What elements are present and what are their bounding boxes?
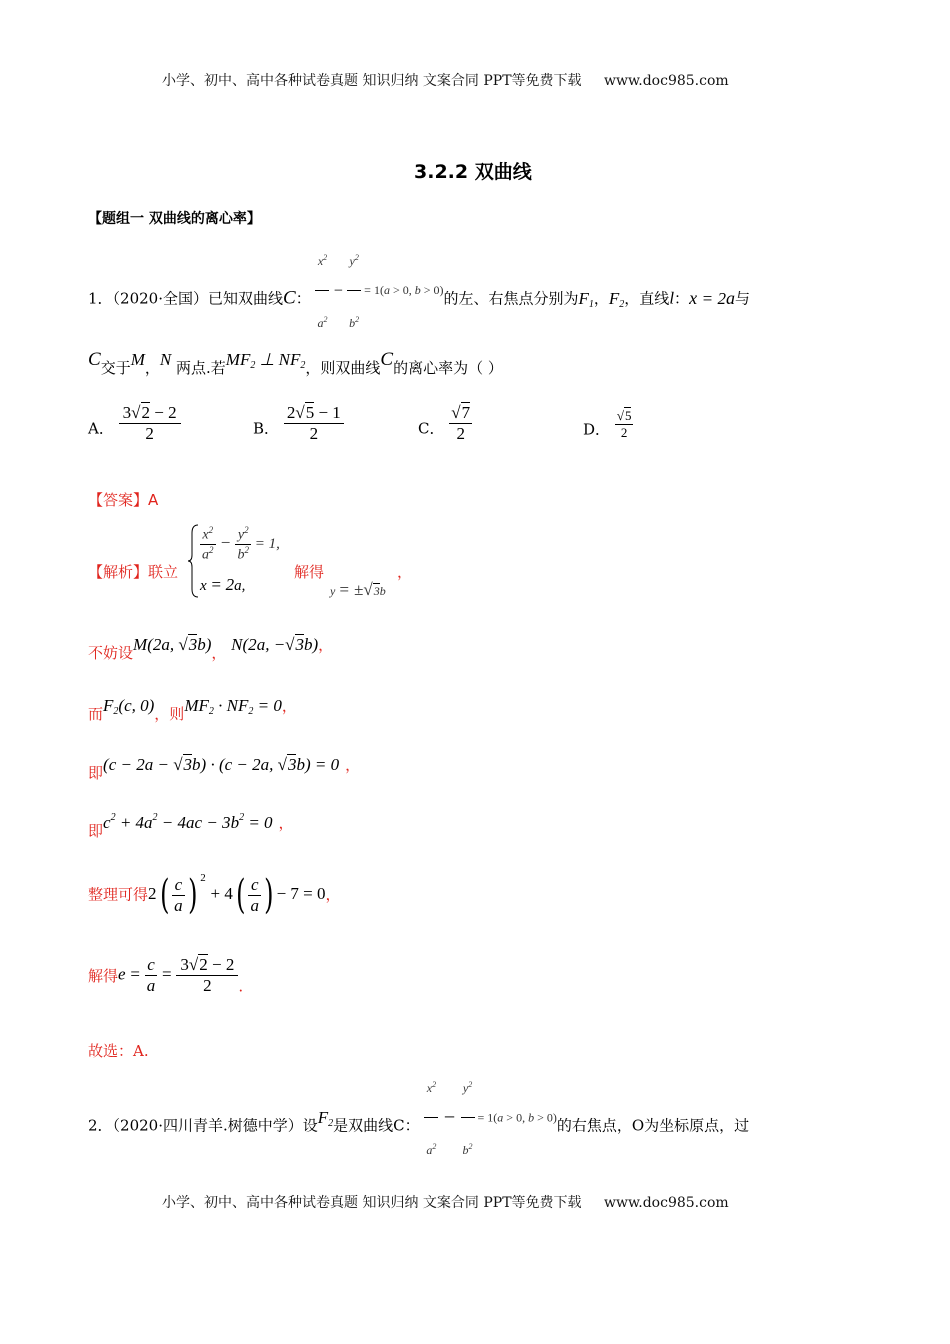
punct: ， bbox=[318, 636, 334, 654]
punct: ： bbox=[295, 289, 311, 308]
solution-line-2 bbox=[88, 634, 333, 663]
group-title: 【题组一 双曲线的离心率】 bbox=[88, 211, 261, 227]
punct: ， bbox=[325, 885, 341, 904]
point-F2: F2(c, 0) bbox=[103, 696, 155, 717]
dot-product-eq: MF2 · NF2 = 0 bbox=[184, 696, 282, 717]
text: 两点.若 bbox=[176, 359, 226, 377]
text: 即 bbox=[88, 822, 104, 840]
option-c-value: $\frac{√7}{2}$ bbox=[451, 403, 471, 443]
point-M: M(2a, √3b) bbox=[133, 635, 212, 654]
math-M: M bbox=[130, 350, 145, 369]
footer-site: www.doc985.com bbox=[603, 1195, 729, 1211]
header-site: www.doc985.com bbox=[603, 73, 729, 89]
option-b bbox=[253, 403, 344, 444]
option-d-value: $\frac{√5}{2}$ bbox=[616, 408, 632, 440]
solution-y-value: y = ±√3b bbox=[330, 580, 386, 599]
question-2-source: （2020·四川青羊.树德中学）设 bbox=[112, 1116, 318, 1135]
math-F2: F2 bbox=[317, 1107, 334, 1129]
solution-line-7 bbox=[88, 955, 243, 996]
text: 而 bbox=[88, 705, 104, 723]
text: ，则 bbox=[154, 705, 185, 723]
hyperbola-equation: $\frac{x^2}{a^2}$ − $\frac{y^2}{b^2}$ = 1(a > 0, b > 0) bbox=[315, 229, 443, 352]
footer-text: 小学、初中、高中各种试卷真题 知识归纳 文案合同 PPT等免费下载 bbox=[162, 1195, 582, 1211]
option-d bbox=[583, 408, 633, 441]
math-F2: F2 bbox=[608, 288, 625, 310]
math-C: C bbox=[88, 349, 101, 370]
question-1-number: 1． bbox=[88, 289, 113, 308]
answer-label: 【答案】A bbox=[88, 491, 159, 509]
hyperbola-equation-2: $\frac{x^2}{a^2}$ − $\frac{y^2}{b^2}$ = 1(a > 0, b > 0) bbox=[424, 1056, 556, 1179]
question-1-source: （2020·全国）已知双曲线 bbox=[112, 289, 283, 308]
text: 与 bbox=[735, 289, 751, 308]
option-label: B． bbox=[253, 419, 280, 438]
punct: ， bbox=[278, 814, 294, 832]
text: 解得 bbox=[88, 967, 119, 985]
text: 的右焦点，O为坐标原点，过 bbox=[556, 1116, 750, 1135]
punct: ， bbox=[397, 563, 413, 581]
text: 是双曲线C： bbox=[333, 1116, 420, 1135]
page-header bbox=[162, 70, 729, 90]
punct: . bbox=[238, 977, 244, 996]
solution-conclusion: 故选：A. bbox=[88, 1042, 149, 1060]
question-2-number: 2． bbox=[88, 1116, 113, 1135]
text: ，直线 bbox=[624, 289, 670, 308]
text: 交于 bbox=[100, 359, 131, 377]
math-N: N bbox=[159, 350, 172, 369]
text: 的离心率为（ ） bbox=[393, 359, 503, 377]
vector-product-eq: (c − 2a − √3b) · (c − 2a, √3b) = 0 bbox=[103, 755, 340, 774]
eccentricity-result: e = $\frac{c}{a}$ = $\frac{3√2 - 2}{2}$ bbox=[118, 955, 238, 996]
option-label: C． bbox=[418, 419, 445, 438]
math-C: C bbox=[380, 349, 394, 370]
solution-line-3 bbox=[88, 695, 297, 724]
math-C: C bbox=[283, 287, 296, 309]
punct: ， bbox=[345, 756, 361, 774]
page-title: 3.2.2 双曲线 bbox=[414, 161, 532, 183]
option-a-value: $\frac{3√2 - 2}{2}$ bbox=[119, 403, 181, 444]
text: 即 bbox=[88, 764, 104, 782]
solution-line-6 bbox=[88, 872, 341, 916]
solution-solve: 解得 bbox=[294, 563, 325, 581]
math-l: l bbox=[669, 288, 675, 308]
question-2 bbox=[88, 1074, 749, 1179]
system-eq-1: $\frac{x^2}{a^2}$ − $\frac{y^2}{b^2}$ = 1, bbox=[202, 525, 280, 563]
math-line-eq: x = 2a bbox=[689, 287, 736, 308]
punct: ， bbox=[211, 644, 227, 662]
question-1-line-1 bbox=[88, 247, 750, 352]
text: 整理可得 bbox=[88, 885, 149, 904]
option-c bbox=[418, 403, 472, 444]
option-a bbox=[88, 403, 181, 444]
page-footer bbox=[162, 1192, 729, 1212]
brace bbox=[186, 523, 200, 599]
quadratic-eq: $c^2 + 4a^2 - 4ac - 3b^2 = 0$ bbox=[103, 812, 273, 832]
point-N: N(2a, −√3b) bbox=[231, 635, 319, 654]
math-perp: MF2 ⊥ NF2 bbox=[225, 350, 306, 371]
text: 的左、右焦点分别为 bbox=[443, 289, 579, 308]
punct: ： bbox=[674, 289, 690, 308]
solution-label: 【解析】联立 bbox=[88, 563, 179, 581]
system-eq-2: x = 2a, bbox=[200, 575, 246, 594]
punct: ， bbox=[593, 289, 609, 308]
punct: ， bbox=[144, 359, 160, 377]
question-1-line-2 bbox=[88, 340, 503, 388]
header-text: 小学、初中、高中各种试卷真题 知识归纳 文案合同 PPT等免费下载 bbox=[162, 73, 582, 89]
text: ，则双曲线 bbox=[305, 359, 381, 377]
option-b-value: $\frac{2√5 - 1}{2}$ bbox=[284, 403, 344, 444]
solution-line-4 bbox=[88, 754, 360, 783]
option-label: D． bbox=[583, 420, 611, 439]
solution-line-5 bbox=[88, 812, 294, 841]
math-F1: F1 bbox=[578, 288, 594, 310]
equation-system bbox=[186, 523, 296, 599]
punct: ， bbox=[281, 697, 297, 715]
ratio-eq: 2( $\frac{c}{a}$ ) $^2$ + 4( $\frac{c}{a}$ ) − 7 = 0 bbox=[148, 872, 326, 918]
text: 不妨设 bbox=[88, 644, 134, 662]
option-label: A． bbox=[88, 419, 114, 438]
